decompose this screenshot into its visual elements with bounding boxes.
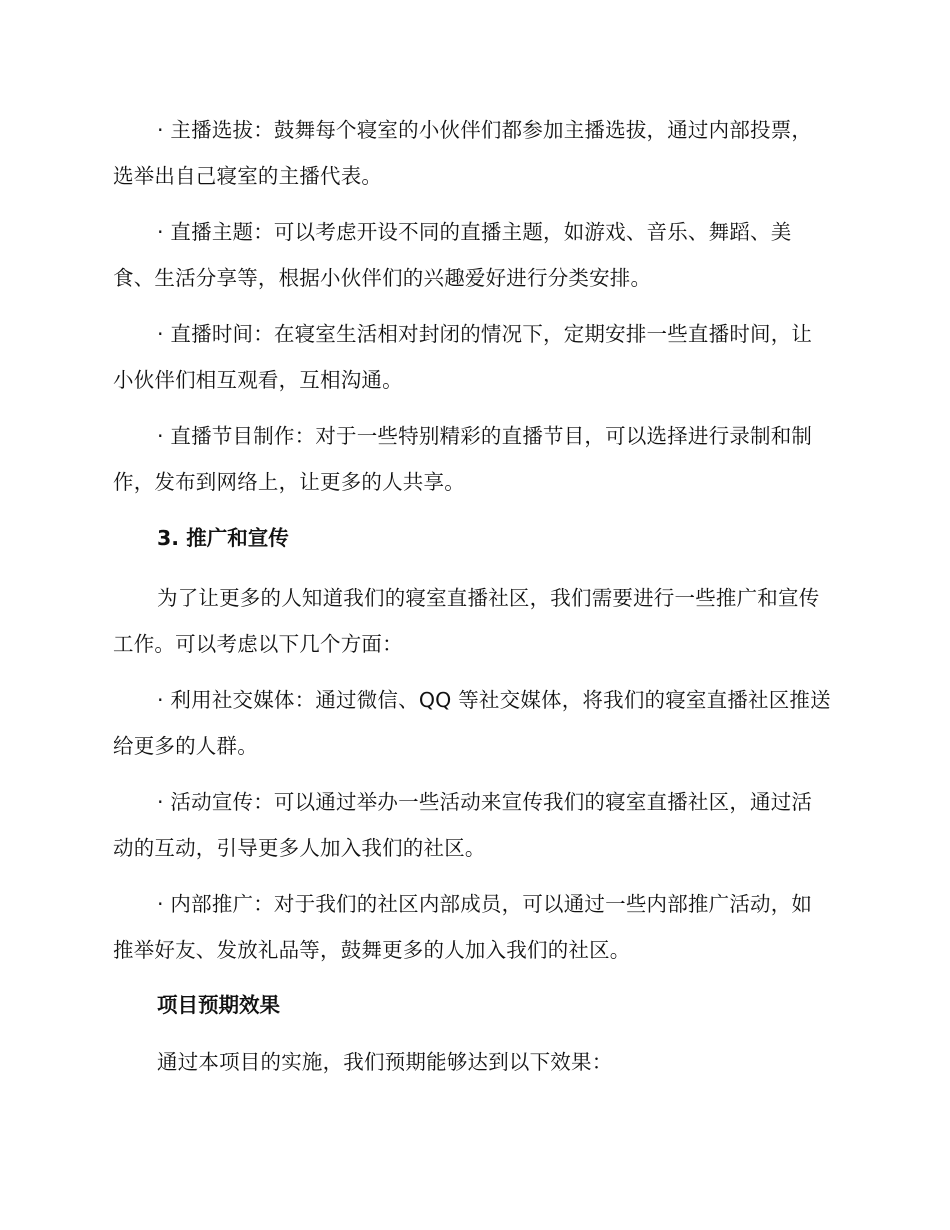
paragraph-live-topics: · 直播主题：可以考虑开设不同的直播主题，如游戏、音乐、舞蹈、美食、生活分享等，根据小伙伴们的兴趣爱好进行分类安排。 <box>113 220 792 290</box>
section-heading-promotion: 3. 推广和宣传 <box>157 526 289 550</box>
paragraph-expected-results-intro: 通过本项目的实施，我们预期能够达到以下效果： <box>157 1050 613 1074</box>
paragraph-live-time: · 直播时间：在寝室生活相对封闭的情况下，定期安排一些直播时间，让小伙伴们相互观看，互相沟通。 <box>113 322 813 392</box>
paragraph-social-media: · 利用社交媒体：通过微信、QQ 等社交媒体，将我们的寝室直播社区推送给更多的人群。 <box>113 688 831 758</box>
paragraph-anchor-selection: · 主播选拔：鼓舞每个寝室的小伙伴们都参加主播选拔，通过内部投票，选举出自己寝室的主播代表。 <box>113 118 813 188</box>
section-heading-expected-results: 项目预期效果 <box>157 993 280 1017</box>
paragraph-promotion-intro: 为了让更多的人知道我们的寝室直播社区，我们需要进行一些推广和宣传工作。可以考虑以下几个方面： <box>113 586 820 656</box>
paragraph-event-promotion: · 活动宣传：可以通过举办一些活动来宣传我们的寝室直播社区，通过活动的互动，引导更多人加入我们的社区。 <box>113 790 813 860</box>
paragraph-program-production: · 直播节目制作：对于一些特别精彩的直播节目，可以选择进行录制和制作，发布到网络上，让更多的人共享。 <box>113 424 813 494</box>
paragraph-internal-promotion: · 内部推广：对于我们的社区内部成员，可以通过一些内部推广活动，如推举好友、发放礼品等，鼓舞更多的人加入我们的社区。 <box>113 892 813 962</box>
